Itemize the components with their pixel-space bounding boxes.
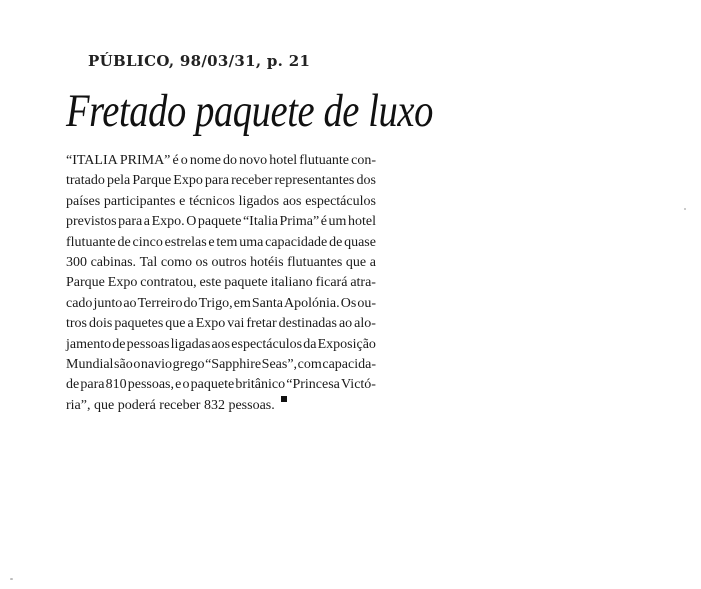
article-word: 300 <box>66 255 87 271</box>
article-word: atra- <box>350 275 376 291</box>
article-word: a <box>143 214 150 230</box>
article-word: hotéis <box>250 255 284 271</box>
article-word: Expo <box>173 173 203 189</box>
article-word: com <box>297 357 322 373</box>
end-of-article-icon <box>281 396 287 402</box>
article-word: Expo <box>107 275 138 291</box>
article-word: para <box>204 173 229 189</box>
article-word: capacidade <box>265 234 328 250</box>
article-word: 810 <box>105 377 127 393</box>
article-word: ou- <box>357 295 376 311</box>
article-word: nome <box>189 153 221 168</box>
article-word: paquetes <box>114 316 164 332</box>
article-word: o <box>182 377 190 393</box>
article-word: ligados <box>238 193 280 209</box>
article-word: aos <box>282 193 302 209</box>
article-word: vai <box>227 316 245 332</box>
article-word: Mundial <box>66 357 114 373</box>
article-word: Prima” <box>279 214 320 230</box>
article-word: hotel <box>347 214 376 230</box>
article-word: este <box>199 275 222 291</box>
article-word: “Sapphire <box>205 357 262 373</box>
article-word: espectáculos <box>231 336 303 352</box>
article-word: alo- <box>354 316 376 332</box>
article-line <box>66 375 376 395</box>
article-word: os <box>195 255 208 271</box>
article-word: quase <box>344 234 376 250</box>
article-word: e <box>179 193 186 209</box>
article-word: britânico <box>235 377 286 393</box>
article-word: e <box>208 234 215 250</box>
article-word: espectáculos <box>305 193 376 209</box>
article-word: o <box>133 357 141 373</box>
article-word: cinco <box>132 234 163 250</box>
article-word: previstos <box>66 214 117 230</box>
article-word: paquete <box>190 377 235 393</box>
article-word: PRIMA” <box>119 153 171 168</box>
article-word: são <box>114 357 133 373</box>
article-word: aos <box>211 336 231 352</box>
article-word: de <box>329 234 343 250</box>
article-line <box>66 253 376 273</box>
article-word: receber <box>231 173 273 189</box>
article-line <box>66 151 376 171</box>
article-word: hotel <box>269 153 298 168</box>
article-word: paquete <box>224 275 268 291</box>
article-word: e <box>175 377 182 393</box>
article-word: “Princesa <box>286 377 340 393</box>
article-word: cabinas. <box>90 255 137 271</box>
article-word: pela <box>106 173 131 189</box>
scan-speck <box>684 208 686 210</box>
article-word: de <box>112 336 126 352</box>
article-word: outros <box>211 255 247 271</box>
source-citation: PÚBLICO, 98/03/31, p. 21 <box>88 52 311 70</box>
article-word: grego <box>172 357 205 373</box>
article-line <box>66 171 376 191</box>
article-word: ficará <box>315 275 348 291</box>
article-word: um <box>328 214 347 230</box>
article-line <box>66 192 376 212</box>
article-word: para <box>80 377 105 393</box>
article-line <box>66 212 376 232</box>
article-word: Victó- <box>341 377 376 393</box>
article-word: é <box>172 153 179 168</box>
article-word: uma <box>239 234 264 250</box>
article-word: con- <box>351 153 376 168</box>
article-word: a <box>369 255 376 271</box>
article-line <box>66 233 376 253</box>
article-word: o <box>180 153 188 168</box>
article-word: Trigo, <box>198 295 233 311</box>
article-word: pessoas, <box>127 377 175 393</box>
article-word: italiano <box>270 275 313 291</box>
article-word: cado <box>66 295 93 311</box>
article-word: que <box>345 255 367 271</box>
article-word: técnicos <box>189 193 235 209</box>
article-body <box>66 151 376 416</box>
article-word: para <box>118 214 143 230</box>
article-word: tem <box>216 234 238 250</box>
article-word: Parque <box>66 275 105 291</box>
article-word: Expo <box>195 316 226 332</box>
article-word: contratou, <box>140 275 197 291</box>
article-word: “Italia <box>242 214 278 230</box>
article-word: flutuantes <box>287 255 343 271</box>
article-word: do <box>223 153 238 168</box>
article-word: O <box>186 214 197 230</box>
article-word: em <box>233 295 251 311</box>
article-word: Apolónia. <box>284 295 340 311</box>
article-word: do <box>183 295 198 311</box>
article-line <box>66 335 376 355</box>
article-word: Terreiro <box>137 295 183 311</box>
article-word: jamento <box>66 336 112 352</box>
article-word: novo <box>239 153 268 168</box>
article-word: Exposição <box>317 336 376 352</box>
article-word: “ITALIA <box>66 153 118 168</box>
article-line: ria”, que poderá receber 832 pessoas. <box>66 397 275 413</box>
article-word: Tal <box>139 255 158 271</box>
article-word: Expo. <box>151 214 185 230</box>
article-word: da <box>303 336 317 352</box>
article-word: pessoas <box>126 336 170 352</box>
article-word: é <box>320 214 327 230</box>
scan-speck <box>10 578 13 580</box>
article-word: de <box>66 377 80 393</box>
article-word: capacida- <box>322 357 376 373</box>
article-line <box>66 355 376 375</box>
article-word: destinadas <box>278 316 337 332</box>
article-word: flutuante <box>299 153 350 168</box>
article-word: junto <box>93 295 123 311</box>
article-line <box>66 294 376 314</box>
article-word: navio <box>140 357 173 373</box>
article-word: Seas”, <box>261 357 298 373</box>
article-word: Parque <box>132 173 172 189</box>
article-line <box>66 273 376 293</box>
article-word: estrelas <box>164 234 207 250</box>
article-word: a <box>187 316 194 332</box>
article-word: ao <box>338 316 353 332</box>
article-word: países <box>66 193 101 209</box>
article-word: ao <box>123 295 137 311</box>
article-word: dos <box>356 173 376 189</box>
article-word: paquete <box>197 214 242 230</box>
article-word: ligadas <box>170 336 211 352</box>
article-word: que <box>165 316 186 332</box>
article-word: de <box>117 234 131 250</box>
article-word: dois <box>88 316 113 332</box>
article-line <box>66 314 376 334</box>
article-word: fretar <box>246 316 277 332</box>
article-headline: Fretado paquete de luxo <box>66 85 433 137</box>
article-word: participantes <box>103 193 176 209</box>
article-word: Os <box>340 295 357 311</box>
article-word: como <box>160 255 192 271</box>
article-word: Santa <box>251 295 283 311</box>
article-word: representantes <box>274 173 355 189</box>
article-word: tros <box>66 316 87 332</box>
article-word: flutuante <box>66 234 116 250</box>
article-last-line <box>66 396 376 416</box>
article-word: tratado <box>66 173 105 189</box>
